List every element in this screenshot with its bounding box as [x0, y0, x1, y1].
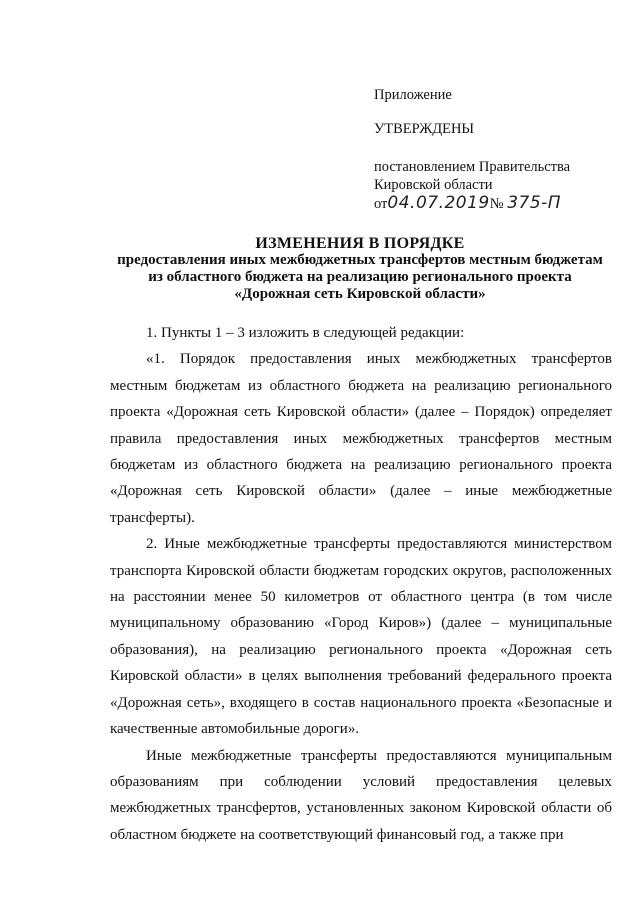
handwritten-number: 375-П [507, 193, 562, 213]
paragraph-4: Иные межбюджетные трансферты предоставляются муниципальным образованиям при соблюдении условий предоставления целевых межбюджетных трансфертов, установленных законом Кировской области об областном бюджете на соответствующий финансовый год, а также при [110, 747, 612, 843]
approval-stamp-block [374, 86, 624, 213]
number-prefix: № [489, 196, 504, 212]
title-line-3: из областного бюджета на реализацию регионального проекта [148, 269, 572, 285]
paragraph-1: 1. Пункты 1 – 3 изложить в следующей редакции: [146, 325, 465, 341]
title-line-1: ИЗМЕНЕНИЯ В ПОРЯДКЕ [255, 235, 465, 252]
document-body [110, 320, 612, 848]
date-prefix: от [374, 196, 388, 212]
appendix-label: Приложение [374, 87, 452, 103]
title-line-4: «Дорожная сеть Кировской области» [234, 286, 486, 302]
paragraph-3: 2. Иные межбюджетные трансферты предоставляются министерством транспорта Кировской области бюджетам городских округов, расположенных на расстоянии менее 50 километров от областного центра (в том числе муниципальному образованию «Город Киров») (далее – муниципальные образования), на реализацию регионального проекта «Дорожная сеть Кировской области» в целях выполнения требований федерального проекта «Дорожная сеть», входящего в состав национального проекта «Безопасные и качественные автомобильные дороги». [110, 536, 612, 738]
paragraph-2: «1. Порядок предоставления иных межбюджетных трансфертов местным бюджетам из областного бюджета на реализацию регионального проекта «Дорожная сеть Кировской области» (далее – Порядок) определяет правила предоставления иных межбюджетных трансфертов местным бюджетам из областного бюджета на реализацию регионального проекта «Дорожная сеть Кировской области» (далее – иные межбюджетные трансферты). [110, 351, 612, 526]
decree-date-line [374, 194, 624, 213]
decree-line-1: постановлением Правительства [374, 159, 571, 175]
handwritten-date: 04.07.2019 [387, 193, 490, 213]
approved-label: УТВЕРЖДЕНЫ [374, 121, 475, 137]
decree-line-2: Кировской области [374, 177, 493, 193]
title-line-2: предоставления иных межбюджетных трансфертов местным бюджетам [117, 252, 603, 268]
document-title [90, 235, 630, 303]
